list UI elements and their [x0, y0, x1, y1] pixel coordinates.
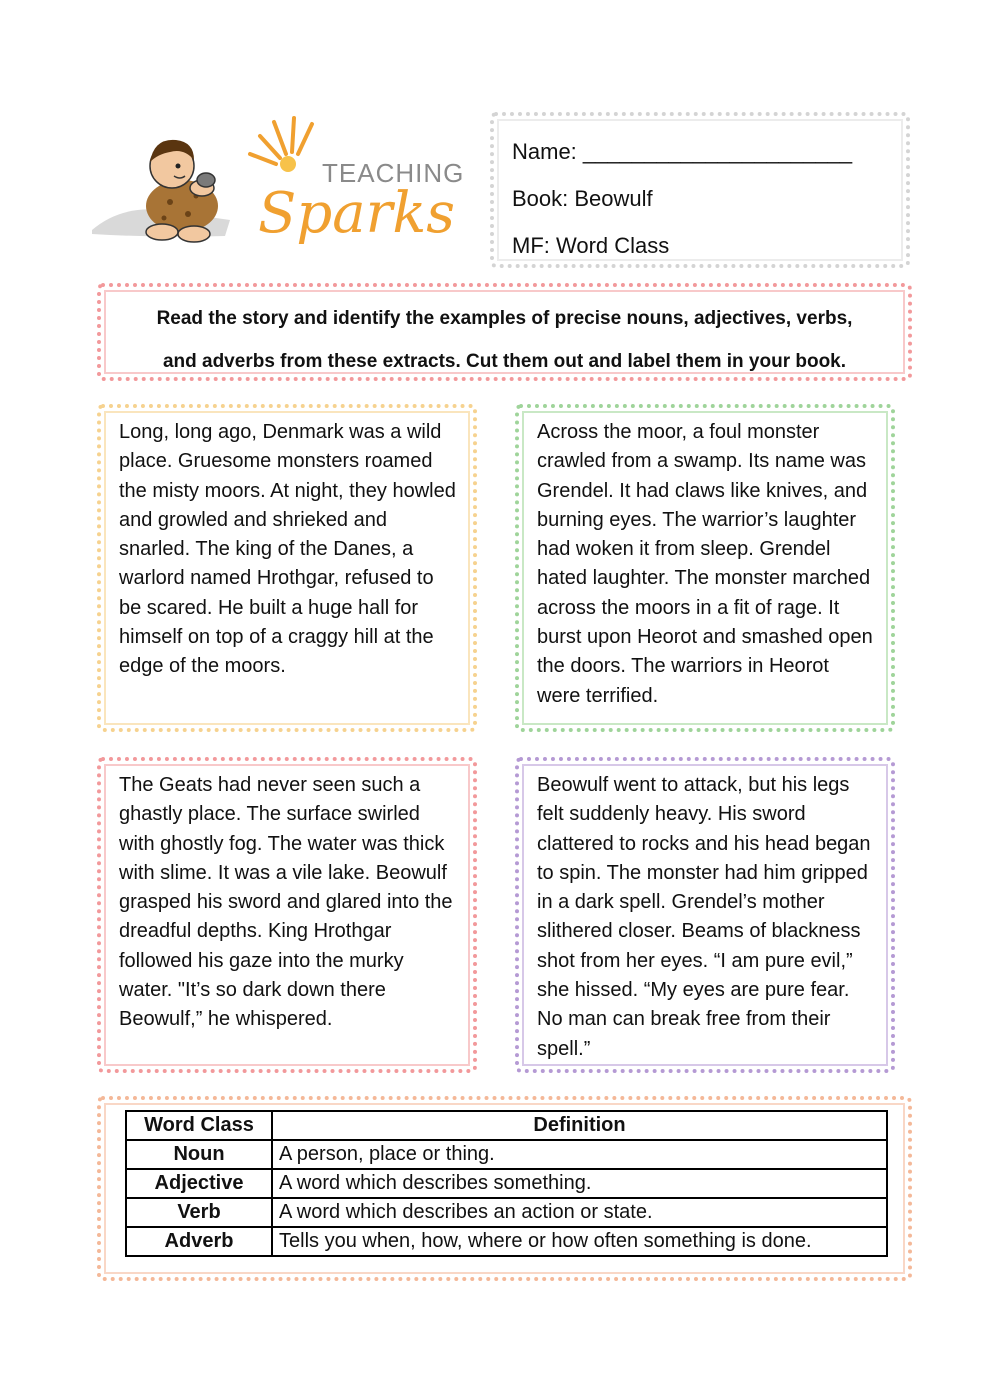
definition-cell: A person, place or thing. — [272, 1140, 887, 1169]
definition-cell: A word which describes an action or state. — [272, 1198, 887, 1227]
word-class-cell: Adjective — [126, 1169, 272, 1198]
table-row — [126, 1169, 887, 1198]
story-extract-2 — [515, 404, 895, 732]
header-definition: Definition — [272, 1111, 887, 1140]
story-extract-4 — [515, 757, 895, 1073]
story-text: The Geats had never seen such a ghastly place. The surface swirled with ghostly fog. The water was thick with slime. It was a vile lake. Beowulf grasped his sword and glared into the dreadful depths. King Hrothgar followed his gaze into the murky water. "It’s so dark down there Beowulf,” he whispered. — [119, 774, 453, 1031]
instructions-line-1: Read the story and identify the examples of precise nouns, adjectives, verbs, — [156, 308, 853, 329]
teaching-sparks-logo — [90, 110, 470, 260]
definition-cell: A word which describes something. — [272, 1169, 887, 1198]
logo-text-sparks: Sparks — [258, 181, 456, 246]
word-class-table-box — [97, 1096, 912, 1281]
table-row — [126, 1140, 887, 1169]
word-class-cell: Noun — [126, 1140, 272, 1169]
table-header-row — [126, 1111, 887, 1140]
instructions-box — [97, 283, 912, 381]
caveman-mascot-icon — [90, 110, 470, 260]
instructions-line-2: and adverbs from these extracts. Cut them out and label them in your book. — [162, 351, 847, 372]
story-text: Long, long ago, Denmark was a wild place. Gruesome monsters roamed the misty moors. At night, they howled and growled and shrieked and snarled. The king of the Danes, a warlord named Hrothgar, refused to be scared. He built a huge hall for himself on top of a craggy hill at the edge of the moors. — [119, 421, 456, 678]
header-word-class: Word Class — [126, 1111, 272, 1140]
name-field-label[interactable]: Name: ______________________ — [512, 139, 853, 164]
story-text: Across the moor, a foul monster crawled from a swamp. Its name was Grendel. It had claws like knives, and burning eyes. The warrior’s laughter had woken it from sleep. Grendel hated laughter. The monster marched across the moors in a fit of rage. It burst upon Heorot and smashed open the doors. The warriors in Heorot were terrified. — [537, 421, 873, 707]
story-text: Beowulf went to attack, but his legs felt suddenly heavy. His sword clattered to rocks and his head began to spin. The monster had him gripped in a dark spell. Grendel’s mother slithered closer. Beams of blackness shot from her eyes. “I am pure evil,” she hissed. “My eyes are pure fear. No man can break free from their spell.” — [537, 774, 871, 1060]
mf-topic: MF: Word Class — [512, 233, 670, 258]
story-extract-3 — [97, 757, 477, 1073]
definition-cell: Tells you when, how, where or how often something is done. — [272, 1227, 887, 1256]
table-row — [126, 1198, 887, 1227]
logo-text-teaching: TEACHING — [322, 158, 465, 188]
student-info-box — [490, 112, 910, 268]
book-title: Book: Beowulf — [512, 186, 653, 211]
word-class-table — [125, 1110, 888, 1257]
word-class-cell: Verb — [126, 1198, 272, 1227]
table-row — [126, 1227, 887, 1256]
story-extract-1 — [97, 404, 477, 732]
word-class-cell: Adverb — [126, 1227, 272, 1256]
